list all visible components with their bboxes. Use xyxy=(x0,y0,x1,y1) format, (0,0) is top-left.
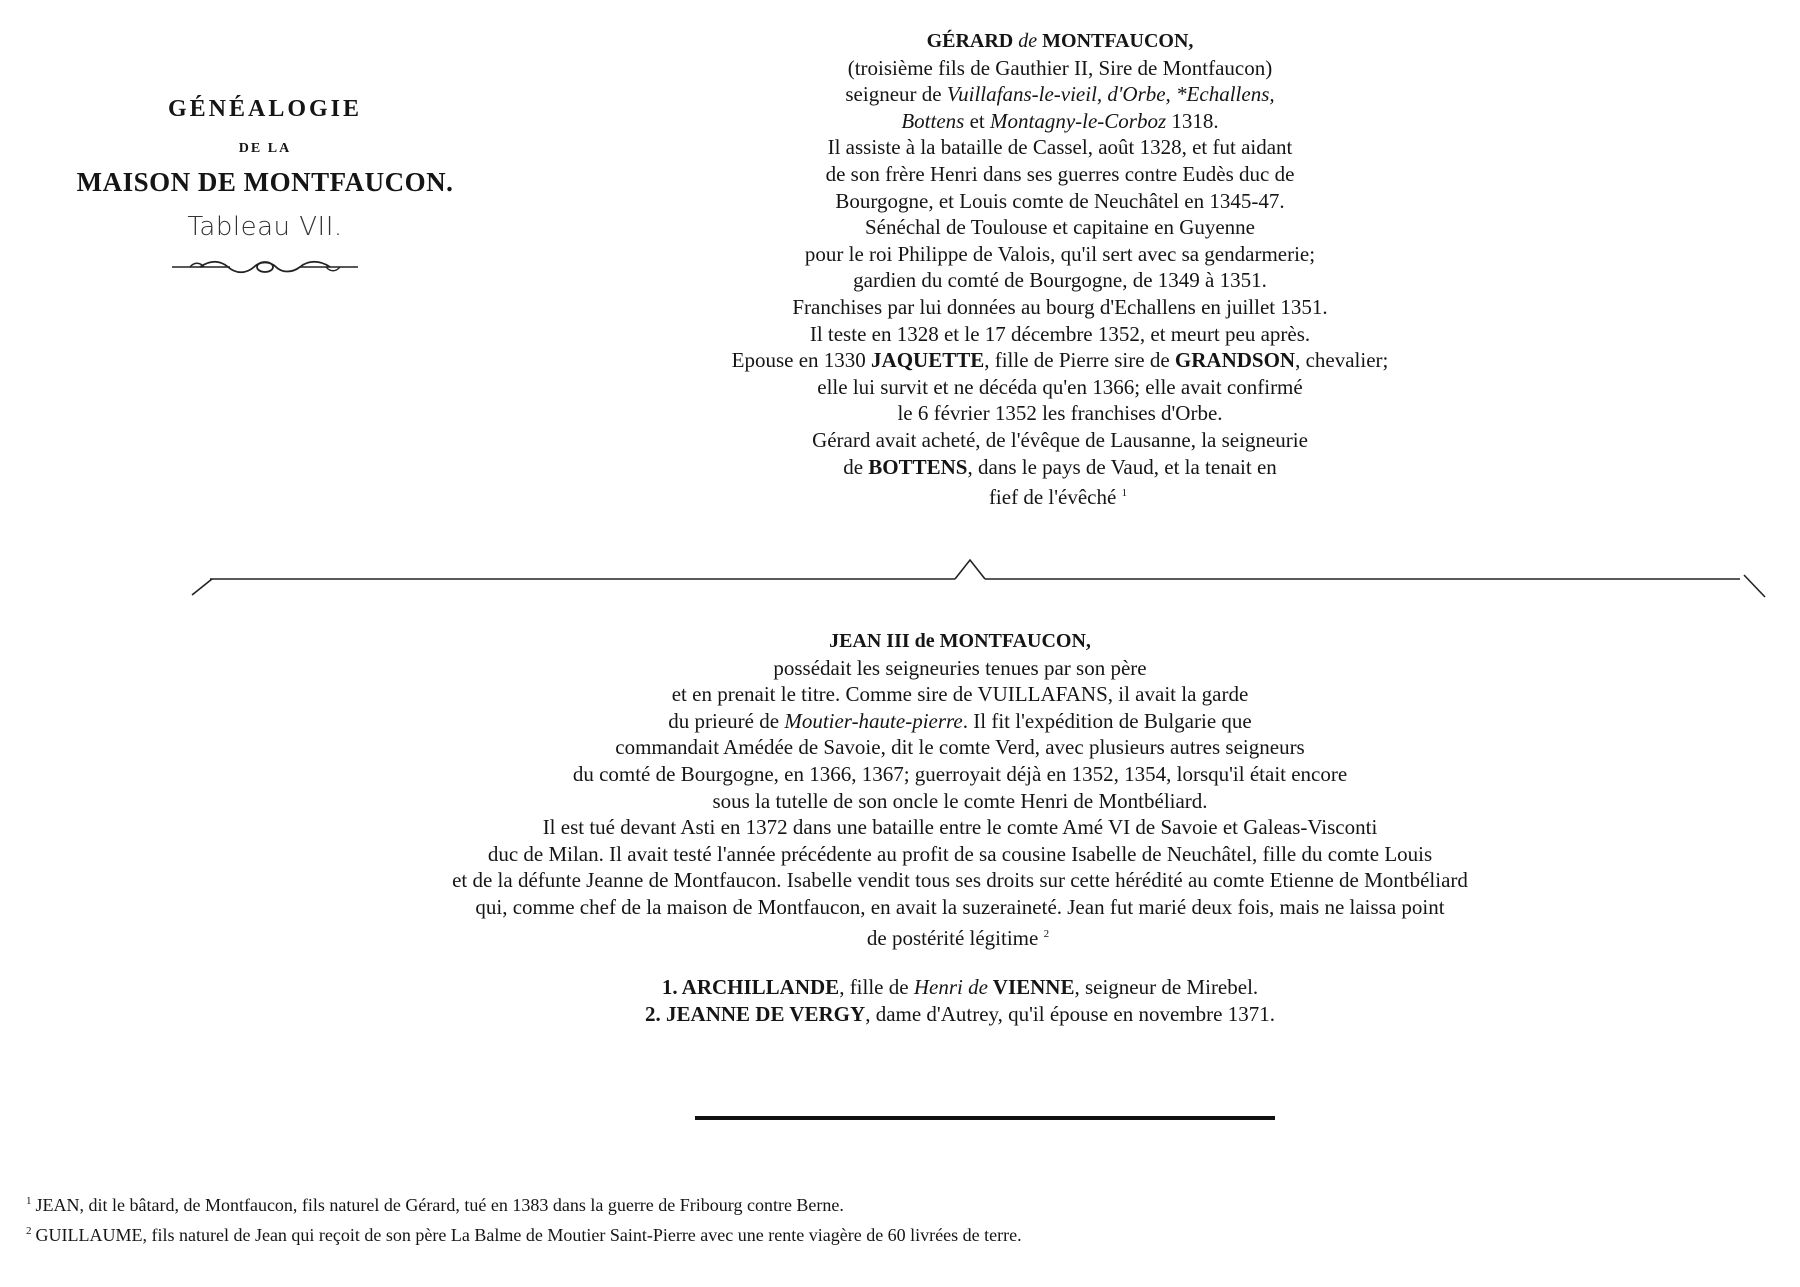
gerard-line: Bourgogne, et Louis comte de Neuchâtel en 1345-47. xyxy=(835,188,1285,213)
gerard-line: Sénéchal de Toulouse et capitaine en Guyenne xyxy=(865,215,1255,240)
wives-list xyxy=(300,974,1620,1028)
gerard-line: (troisième fils de Gauthier II, Sire de Montfaucon) xyxy=(847,55,1273,80)
gerard-line: Il teste en 1328 et le 17 décembre 1352, et meurt peu après. xyxy=(809,321,1311,346)
jean-line: possédait les seigneuries tenues par son père xyxy=(773,655,1147,680)
title-block xyxy=(20,96,510,278)
flourish-ornament xyxy=(170,256,360,278)
gerard-line: le 6 février 1352 les franchises d'Orbe. xyxy=(897,401,1223,426)
jean-heading: JEAN III de MONTFAUCON, xyxy=(829,630,1091,652)
gerard-line: Epouse en 1330 JAQUETTE, fille de Pierre sire de GRANDSON, chevalier; xyxy=(731,348,1389,373)
jean-line: qui, comme chef de la maison de Montfaucon, en avait la suzeraineté. Jean fut marié deux fois, mais ne laissa point xyxy=(475,894,1445,919)
gerard-line: gardien du comté de Bourgogne, de 1349 à 1351. xyxy=(853,268,1267,293)
jean-block xyxy=(300,628,1620,951)
gerard-line: Bottens et Montagny-le-Corboz 1318. xyxy=(901,108,1219,133)
wife-item: 2. JEANNE DE VERGY, dame d'Autrey, qu'il épouse en novembre 1371. xyxy=(645,1002,1275,1026)
gerard-line: Gérard avait acheté, de l'évêque de Lausanne, la seigneurie xyxy=(812,427,1308,452)
footnote-ref-2: 2 xyxy=(1043,927,1050,940)
title-tableau: Tableau VII. xyxy=(187,212,343,242)
gerard-line: fief de l'évêché $^1$ xyxy=(988,485,1128,510)
jean-line: commandait Amédée de Savoie, dit le comte Verd, avec plusieurs autres seigneurs xyxy=(615,735,1305,760)
jean-line: Il est tué devant Asti en 1372 dans une bataille entre le comte Amé VI de Savoie et Galeas-Visconti xyxy=(542,815,1378,840)
genealogy-connector xyxy=(0,555,1800,605)
gerard-line: Franchises par lui données au bourg d'Echallens en juillet 1351. xyxy=(792,294,1328,319)
jean-line: duc de Milan. Il avait testé l'année précédente au profit de sa cousine Isabelle de Neuchâtel, fille du comte Louis xyxy=(487,841,1433,866)
wife-item: 1. ARCHILLANDE, fille de Henri de VIENNE, seigneur de Mirebel. xyxy=(661,975,1259,999)
footnote-1: $^1$ JEAN, dit le bâtard, de Montfaucon, fils naturel de Gérard, tué en 1383 dans la guerre de Fribourg contre Berne. xyxy=(26,1195,844,1215)
jean-line: du comté de Bourgogne, en 1366, 1367; guerroyait déjà en 1352, 1354, lorsqu'il était encore xyxy=(572,761,1348,786)
gerard-line: de son frère Henri dans ses guerres contre Eudès duc de xyxy=(825,161,1295,186)
footnotes xyxy=(26,1188,1766,1248)
jean-line: sous la tutelle de son oncle le comte Henri de Montbéliard. xyxy=(712,788,1208,813)
gerard-line: Il assiste à la bataille de Cassel, août 1328, et fut aidant xyxy=(827,135,1293,160)
jean-line: et de la défunte Jeanne de Montfaucon. Isabelle vendit tous ses droits sur cette hérédité au comte Etienne de Montbéliard xyxy=(452,868,1468,893)
footnote-2: $^2$ GUILLAUME, fils naturel de Jean qui reçoit de son père La Balme de Moutier Saint-Pierre avec une rente viagère de 60 livrées de terre. xyxy=(26,1225,1022,1245)
title-maison: MAISON DE MONTFAUCON. xyxy=(76,167,454,197)
gerard-line: elle lui survit et ne décéda qu'en 1366; elle avait confirmé xyxy=(817,374,1303,399)
gerard-line: pour le roi Philippe de Valois, qu'il sert avec sa gendarmerie; xyxy=(804,241,1316,266)
gerard-block xyxy=(570,28,1550,511)
gerard-line: seigneur de Vuillafans-le-vieil, d'Orbe, *Echallens, xyxy=(845,82,1275,107)
jean-line: du prieuré de Moutier-haute-pierre. Il fit l'expédition de Bulgarie que xyxy=(668,708,1252,733)
gerard-heading: GÉRARD de MONTFAUCON, xyxy=(926,30,1194,52)
gerard-line: de BOTTENS, dans le pays de Vaud, et la tenait en xyxy=(843,454,1277,479)
jean-line: de postérité légitime $^2$ xyxy=(866,925,1050,950)
footnote-ref-1: 1 xyxy=(1121,487,1128,500)
bottom-rule xyxy=(695,1116,1275,1120)
title-de-la: DE LA xyxy=(238,141,292,156)
title-genealogie: GÉNÉALOGIE xyxy=(167,96,363,122)
jean-line: et en prenait le titre. Comme sire de VUILLAFANS, il avait la garde xyxy=(671,682,1249,707)
